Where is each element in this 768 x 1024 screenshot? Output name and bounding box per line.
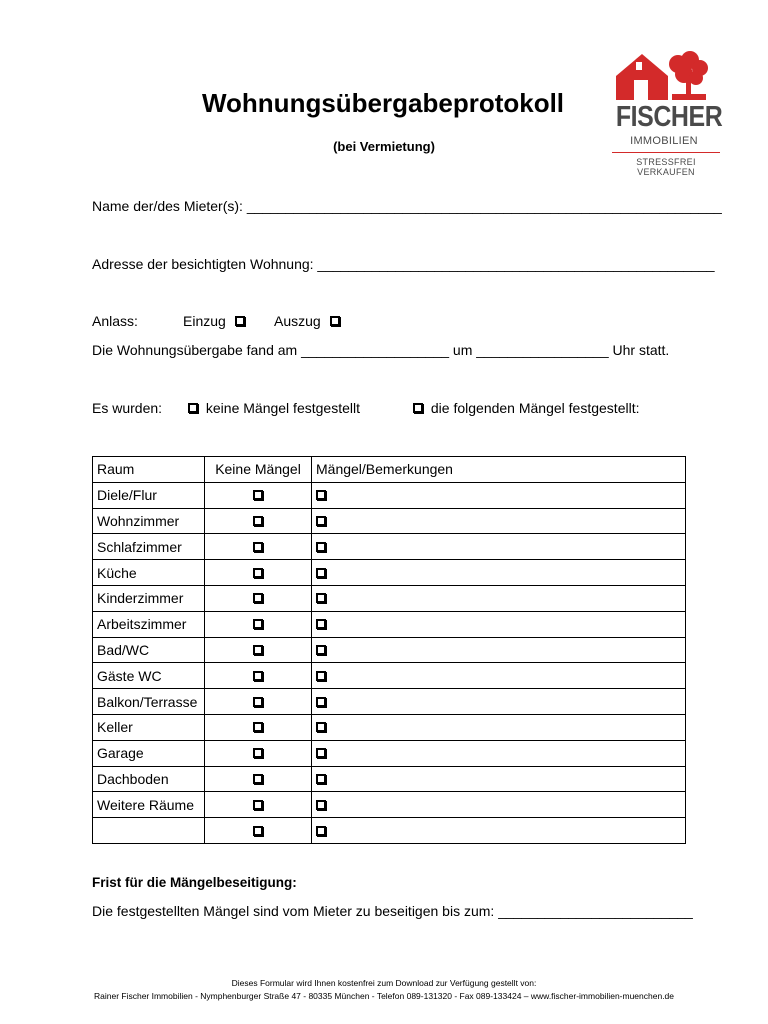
header-no-defects: Keine Mängel xyxy=(205,457,312,483)
move-in-option[interactable] xyxy=(183,313,245,329)
deadline-heading: Frist für die Mängelbeseitigung: xyxy=(92,875,297,890)
table-row xyxy=(93,714,686,740)
room-name: Keller xyxy=(93,714,205,740)
defects-remarks-cell[interactable] xyxy=(312,585,686,611)
defects-checkbox[interactable] xyxy=(316,645,326,655)
defects-checkbox[interactable] xyxy=(316,722,326,732)
room-name: Schlafzimmer xyxy=(93,534,205,560)
no-defects-checkbox[interactable] xyxy=(253,593,263,603)
defects-remarks-cell[interactable] xyxy=(312,792,686,818)
no-defects-cell xyxy=(205,560,312,586)
page-title xyxy=(0,88,768,119)
defects-remarks-cell[interactable] xyxy=(312,740,686,766)
footer-line-2: Rainer Fischer Immobilien - Nymphenburger Straße 47 - 80335 München - Telefon 089-131320 - Fax 089-133424 – www.fischer-immobilien-muenchen.de xyxy=(93,991,675,1001)
following-defects-label: die folgenden Mängel festgestellt: xyxy=(430,400,640,416)
defects-checkbox[interactable] xyxy=(316,748,326,758)
no-defects-cell xyxy=(205,637,312,663)
table-row xyxy=(93,663,686,689)
table-row xyxy=(93,611,686,637)
handover-date-time-field[interactable]: Die Wohnungsübergabe fand am ___________________ um _________________ Uhr statt. xyxy=(92,342,670,358)
no-defects-cell xyxy=(205,740,312,766)
no-defects-option[interactable] xyxy=(188,400,360,416)
no-defects-checkbox[interactable] xyxy=(253,645,263,655)
defects-checkbox[interactable] xyxy=(316,516,326,526)
move-out-label: Auszug xyxy=(274,313,321,329)
table-row xyxy=(93,637,686,663)
table-row xyxy=(93,585,686,611)
move-out-option[interactable] xyxy=(274,313,340,329)
defects-remarks-cell[interactable] xyxy=(312,689,686,715)
no-defects-checkbox[interactable] xyxy=(253,671,263,681)
no-defects-cell xyxy=(205,766,312,792)
room-name: Gäste WC xyxy=(93,663,205,689)
room-name: Küche xyxy=(93,560,205,586)
no-defects-label: keine Mängel festgestellt xyxy=(205,400,360,416)
rooms-table xyxy=(92,456,686,844)
no-defects-cell xyxy=(205,689,312,715)
defects-checkbox[interactable] xyxy=(316,697,326,707)
move-out-checkbox[interactable] xyxy=(330,316,340,326)
no-defects-cell xyxy=(205,482,312,508)
no-defects-checkbox[interactable] xyxy=(253,774,263,784)
no-defects-cell xyxy=(205,663,312,689)
defects-remarks-cell[interactable] xyxy=(312,560,686,586)
defects-label: Es wurden: xyxy=(92,400,163,416)
table-row xyxy=(93,534,686,560)
logo-sub: IMMOBILIEN xyxy=(630,135,698,147)
table-row xyxy=(93,508,686,534)
no-defects-cell xyxy=(205,611,312,637)
footer-line-1: Dieses Formular wird Ihnen kostenfrei zum Download zur Verfügung gestellt von: xyxy=(231,978,537,988)
defects-checkbox[interactable] xyxy=(316,800,326,810)
defects-checkbox[interactable] xyxy=(316,774,326,784)
no-defects-cell xyxy=(205,534,312,560)
defects-remarks-cell[interactable] xyxy=(312,637,686,663)
defects-remarks-cell[interactable] xyxy=(312,482,686,508)
no-defects-checkbox[interactable] xyxy=(253,619,263,629)
logo-brand: FISCHER xyxy=(615,101,723,133)
no-defects-cell xyxy=(205,792,312,818)
no-defects-checkbox[interactable] xyxy=(188,403,198,413)
table-row xyxy=(93,740,686,766)
room-name: Diele/Flur xyxy=(93,482,205,508)
no-defects-cell xyxy=(205,818,312,844)
following-defects-checkbox[interactable] xyxy=(413,403,423,413)
defects-checkbox[interactable] xyxy=(316,490,326,500)
occasion-label: Anlass: xyxy=(92,313,138,329)
no-defects-checkbox[interactable] xyxy=(253,516,263,526)
move-in-label: Einzug xyxy=(183,313,226,329)
no-defects-checkbox[interactable] xyxy=(253,722,263,732)
following-defects-option[interactable] xyxy=(413,400,639,416)
defects-remarks-cell[interactable] xyxy=(312,818,686,844)
no-defects-checkbox[interactable] xyxy=(253,748,263,758)
table-header-row xyxy=(93,457,686,483)
address-field[interactable]: Adresse der besichtigten Wohnung: ___________________________________________________ xyxy=(92,256,715,272)
defects-remarks-cell[interactable] xyxy=(312,766,686,792)
defects-checkbox[interactable] xyxy=(316,619,326,629)
move-in-checkbox[interactable] xyxy=(235,316,245,326)
no-defects-checkbox[interactable] xyxy=(253,800,263,810)
page-subtitle: (bei Vermietung) xyxy=(333,139,435,154)
no-defects-cell xyxy=(205,508,312,534)
room-name: Kinderzimmer xyxy=(93,585,205,611)
room-name: Garage xyxy=(93,740,205,766)
deadline-field[interactable]: Die festgestellten Mängel sind vom Mieter zu beseitigen bis zum: _________________________ xyxy=(92,903,693,919)
defects-remarks-cell[interactable] xyxy=(312,663,686,689)
defects-checkbox[interactable] xyxy=(316,826,326,836)
defects-remarks-cell[interactable] xyxy=(312,534,686,560)
table-row xyxy=(93,482,686,508)
room-name: Dachboden xyxy=(93,766,205,792)
logo-tagline: STRESSFREI VERKAUFEN xyxy=(636,157,696,177)
no-defects-cell xyxy=(205,714,312,740)
room-name: Bad/WC xyxy=(93,637,205,663)
tenant-name-field[interactable]: Name der/des Mieter(s): _____________________________________________________________ xyxy=(92,198,722,214)
no-defects-checkbox[interactable] xyxy=(253,490,263,500)
table-row xyxy=(93,766,686,792)
room-name: Wohnzimmer xyxy=(93,508,205,534)
defects-remarks-cell[interactable] xyxy=(312,508,686,534)
table-row xyxy=(93,818,686,844)
page-title-text: Wohnungsübergabeprotokoll xyxy=(201,88,565,118)
defects-checkbox[interactable] xyxy=(316,671,326,681)
defects-remarks-cell[interactable] xyxy=(312,714,686,740)
defects-checkbox[interactable] xyxy=(316,593,326,603)
table-row xyxy=(93,689,686,715)
defects-checkbox[interactable] xyxy=(316,542,326,552)
room-name: Weitere Räume xyxy=(93,792,205,818)
no-defects-checkbox[interactable] xyxy=(253,568,263,578)
defects-checkbox[interactable] xyxy=(316,568,326,578)
defects-remarks-cell[interactable] xyxy=(312,611,686,637)
no-defects-cell xyxy=(205,585,312,611)
table-row xyxy=(93,792,686,818)
no-defects-checkbox[interactable] xyxy=(253,542,263,552)
room-name: Arbeitszimmer xyxy=(93,611,205,637)
table-row xyxy=(93,560,686,586)
room-name xyxy=(93,818,205,844)
no-defects-checkbox[interactable] xyxy=(253,826,263,836)
header-defects-remarks: Mängel/Bemerkungen xyxy=(312,457,686,483)
no-defects-checkbox[interactable] xyxy=(253,697,263,707)
room-name: Balkon/Terrasse xyxy=(93,689,205,715)
header-room: Raum xyxy=(93,457,205,483)
